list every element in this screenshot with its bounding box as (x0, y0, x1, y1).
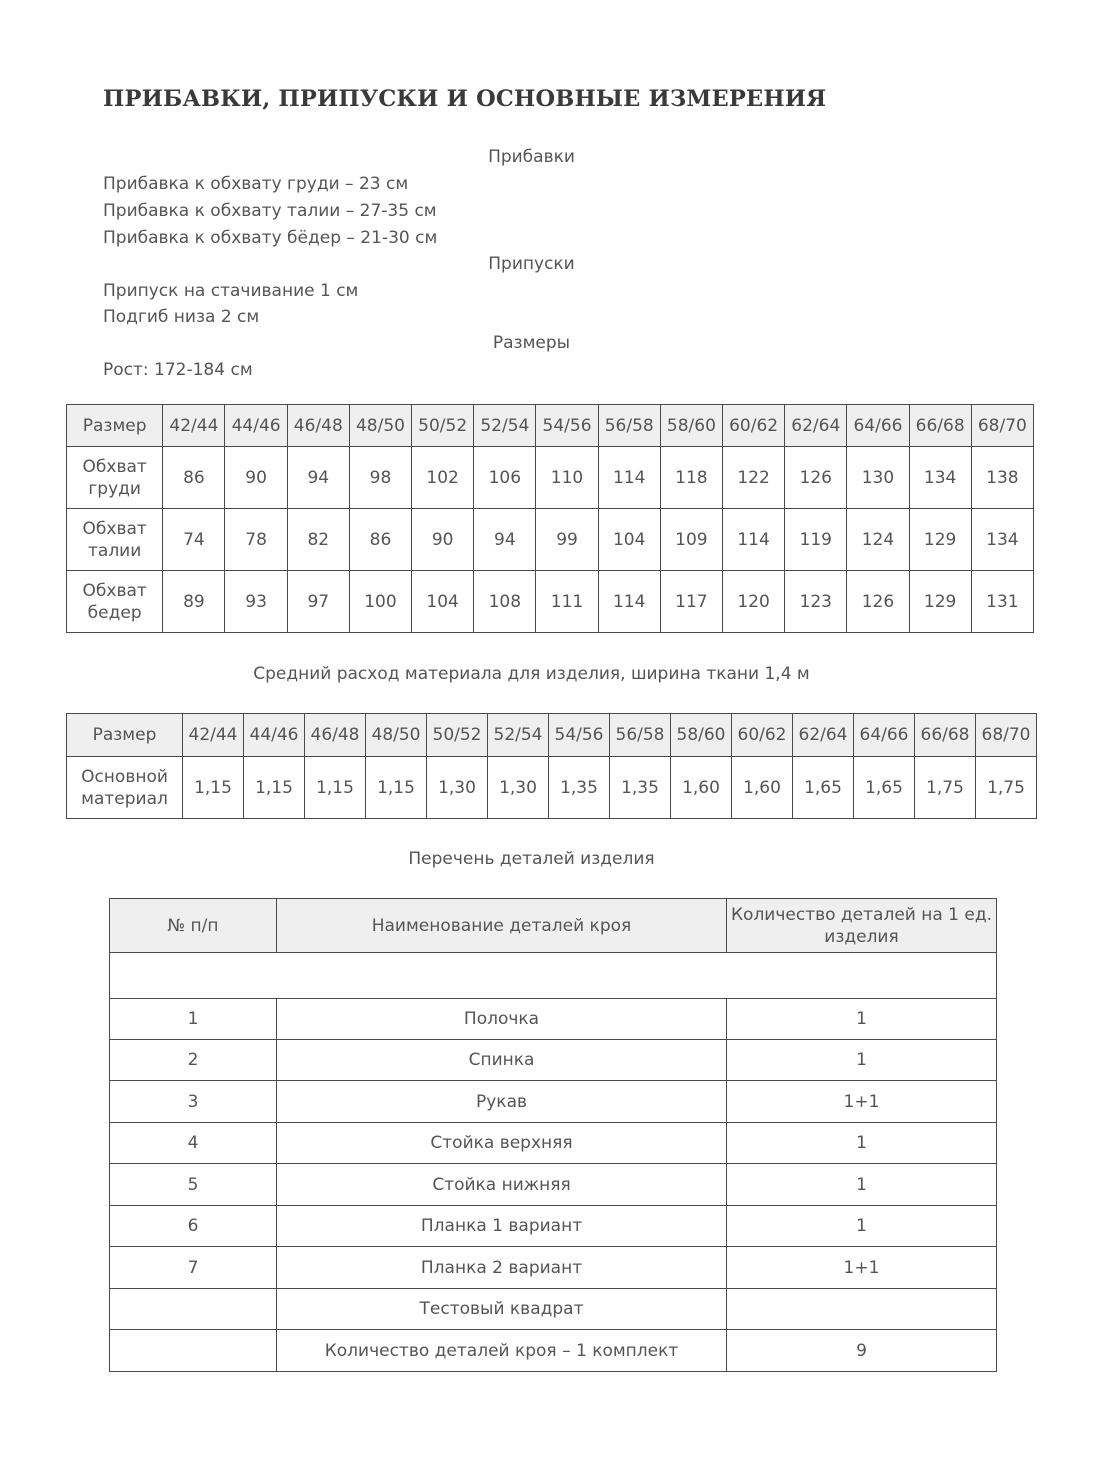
part-number: 2 (110, 1040, 277, 1081)
parts-table (109, 898, 997, 1372)
part-name: Планка 2 вариант (277, 1247, 727, 1289)
row-label-line: Обхват (82, 580, 147, 601)
measurement-cell: 117 (660, 571, 722, 633)
size-header: 58/60 (671, 714, 732, 757)
part-name: Стойка верхняя (277, 1123, 727, 1164)
material-heading: Средний расход материала для изделия, ширина ткани 1,4 м (253, 664, 810, 684)
row-label-line: Основной (81, 766, 168, 787)
measurement-cell: 138 (971, 447, 1033, 509)
material-table (66, 713, 1037, 819)
measurement-cell: 108 (474, 571, 536, 633)
quantity-column-header: Количество деталей на 1 ед. изделия (727, 899, 997, 953)
part-quantity: 1 (727, 1164, 997, 1206)
measurement-cell: 104 (412, 571, 474, 633)
measurement-cell: 129 (909, 571, 971, 633)
measurement-cell: 93 (225, 571, 287, 633)
row-label-line: Обхват (82, 518, 147, 539)
measurement-cell: 100 (349, 571, 411, 633)
part-quantity: 9 (727, 1330, 997, 1372)
size-header-label: Размер (67, 714, 183, 757)
size-header: 54/56 (536, 405, 598, 447)
part-number: 3 (110, 1081, 277, 1123)
sizes-heading: Размеры (492, 333, 571, 353)
part-quantity (727, 1289, 997, 1330)
measurement-cell: 123 (785, 571, 847, 633)
part-number: 7 (110, 1247, 277, 1289)
measurement-cell: 102 (412, 447, 474, 509)
size-header: 68/70 (971, 405, 1033, 447)
row-label-line: талии (88, 540, 142, 561)
material-cell: 1,75 (976, 757, 1037, 819)
measurement-cell: 86 (163, 447, 225, 509)
material-cell: 1,30 (488, 757, 549, 819)
size-header: 66/68 (909, 405, 971, 447)
total-row (110, 1330, 997, 1372)
part-number: 5 (110, 1164, 277, 1206)
size-header: 52/54 (474, 405, 536, 447)
measurement-cell: 120 (722, 571, 784, 633)
measurement-cell: 86 (349, 509, 411, 571)
table-row (110, 1081, 997, 1123)
part-quantity: 1 (727, 1123, 997, 1164)
size-header: 60/62 (722, 405, 784, 447)
size-header: 64/66 (847, 405, 909, 447)
measurement-cell: 122 (722, 447, 784, 509)
table-row (110, 1164, 997, 1206)
waist-row (67, 509, 1034, 571)
size-header: 56/58 (598, 405, 660, 447)
page-title: ПРИБАВКИ, ПРИПУСКИ И ОСНОВНЫЕ ИЗМЕРЕНИЯ (103, 86, 827, 112)
part-name: Стойка нижняя (277, 1164, 727, 1206)
part-name: Спинка (277, 1040, 727, 1081)
material-cell: 1,75 (915, 757, 976, 819)
part-name: Рукав (277, 1081, 727, 1123)
measurement-cell: 106 (474, 447, 536, 509)
part-number (110, 1289, 277, 1330)
measurement-cell: 78 (225, 509, 287, 571)
part-name: Тестовый квадрат (277, 1289, 727, 1330)
table-row (110, 1289, 997, 1330)
row-label (67, 757, 183, 819)
material-cell: 1,35 (610, 757, 671, 819)
seam-allowances-heading: Припуски (488, 254, 575, 274)
measurement-cell: 134 (971, 509, 1033, 571)
part-number: 4 (110, 1123, 277, 1164)
part-quantity: 1+1 (727, 1247, 997, 1289)
allowance-line: Прибавка к обхвату талии – 27-35 см (103, 201, 437, 221)
material-cell: 1,15 (244, 757, 305, 819)
row-label-line: груди (88, 478, 141, 499)
measurement-cell: 129 (909, 509, 971, 571)
measurement-cell: 89 (163, 571, 225, 633)
size-header: 62/64 (785, 405, 847, 447)
measurements-table (66, 404, 1034, 633)
material-header-row (67, 714, 1037, 757)
measurement-cell: 131 (971, 571, 1033, 633)
table-row (110, 1247, 997, 1289)
measurement-cell: 119 (785, 509, 847, 571)
measurement-cell: 90 (412, 509, 474, 571)
parts-header-row (110, 899, 997, 953)
measurement-cell: 90 (225, 447, 287, 509)
part-number: 1 (110, 999, 277, 1040)
size-header: 54/56 (549, 714, 610, 757)
row-label-line: Обхват (82, 456, 147, 477)
size-header: 42/44 (163, 405, 225, 447)
measurement-cell: 98 (349, 447, 411, 509)
measurement-cell: 130 (847, 447, 909, 509)
measurement-cell: 114 (598, 447, 660, 509)
empty-row (110, 953, 997, 999)
part-number (110, 1330, 277, 1372)
size-header: 56/58 (610, 714, 671, 757)
size-header: 48/50 (366, 714, 427, 757)
hips-row (67, 571, 1034, 633)
size-header: 44/46 (244, 714, 305, 757)
table-row (110, 1040, 997, 1081)
height-line: Рост: 172-184 см (103, 360, 253, 380)
measurement-cell: 74 (163, 509, 225, 571)
measurement-cell: 109 (660, 509, 722, 571)
main-material-row (67, 757, 1037, 819)
material-cell: 1,15 (305, 757, 366, 819)
row-label-line: бедер (87, 602, 142, 623)
measurement-cell: 124 (847, 509, 909, 571)
size-header: 46/48 (287, 405, 349, 447)
material-cell: 1,60 (671, 757, 732, 819)
allowances-heading: Прибавки (488, 147, 575, 167)
measurement-cell: 134 (909, 447, 971, 509)
size-header: 62/64 (793, 714, 854, 757)
measurement-cell: 104 (598, 509, 660, 571)
size-header: 42/44 (183, 714, 244, 757)
measurement-cell: 126 (785, 447, 847, 509)
measurement-cell: 82 (287, 509, 349, 571)
material-cell: 1,30 (427, 757, 488, 819)
bust-row (67, 447, 1034, 509)
part-quantity: 1+1 (727, 1081, 997, 1123)
size-header: 48/50 (349, 405, 411, 447)
allowance-line: Прибавка к обхвату груди – 23 см (103, 174, 409, 194)
size-header: 46/48 (305, 714, 366, 757)
table-row (110, 999, 997, 1040)
allowance-line: Прибавка к обхвату бёдер – 21-30 см (103, 228, 438, 248)
measurement-cell: 118 (660, 447, 722, 509)
seam-allowance-line: Подгиб низа 2 см (103, 307, 260, 327)
part-name: Количество деталей кроя – 1 комплект (277, 1330, 727, 1372)
size-header: 64/66 (854, 714, 915, 757)
measurement-cell: 99 (536, 509, 598, 571)
row-label-line: материал (81, 788, 168, 809)
table-row (110, 1123, 997, 1164)
name-column-header: Наименование деталей кроя (277, 899, 727, 953)
measurement-cell: 111 (536, 571, 598, 633)
parts-heading: Перечень деталей изделия (408, 849, 655, 869)
part-quantity: 1 (727, 1040, 997, 1081)
material-cell: 1,65 (854, 757, 915, 819)
row-label (67, 509, 163, 571)
size-header: 50/52 (412, 405, 474, 447)
size-header: 52/54 (488, 714, 549, 757)
measurement-cell: 114 (722, 509, 784, 571)
row-label (67, 571, 163, 633)
part-number: 6 (110, 1206, 277, 1247)
material-cell: 1,60 (732, 757, 793, 819)
size-header: 60/62 (732, 714, 793, 757)
part-name: Полочка (277, 999, 727, 1040)
measurements-header-row (67, 405, 1034, 447)
measurement-cell: 126 (847, 571, 909, 633)
part-name: Планка 1 вариант (277, 1206, 727, 1247)
material-cell: 1,65 (793, 757, 854, 819)
number-column-header: № п/п (110, 899, 277, 953)
material-cell: 1,15 (366, 757, 427, 819)
size-header: 50/52 (427, 714, 488, 757)
material-cell: 1,35 (549, 757, 610, 819)
measurement-cell: 114 (598, 571, 660, 633)
material-cell: 1,15 (183, 757, 244, 819)
measurement-cell: 94 (474, 509, 536, 571)
table-row (110, 1206, 997, 1247)
seam-allowance-line: Припуск на стачивание 1 см (103, 281, 359, 301)
size-header: 68/70 (976, 714, 1037, 757)
size-header: 66/68 (915, 714, 976, 757)
measurement-cell: 97 (287, 571, 349, 633)
size-header: 58/60 (660, 405, 722, 447)
measurement-cell: 110 (536, 447, 598, 509)
size-header-label: Размер (67, 405, 163, 447)
part-quantity: 1 (727, 999, 997, 1040)
row-label (67, 447, 163, 509)
part-quantity: 1 (727, 1206, 997, 1247)
measurement-cell: 94 (287, 447, 349, 509)
size-header: 44/46 (225, 405, 287, 447)
